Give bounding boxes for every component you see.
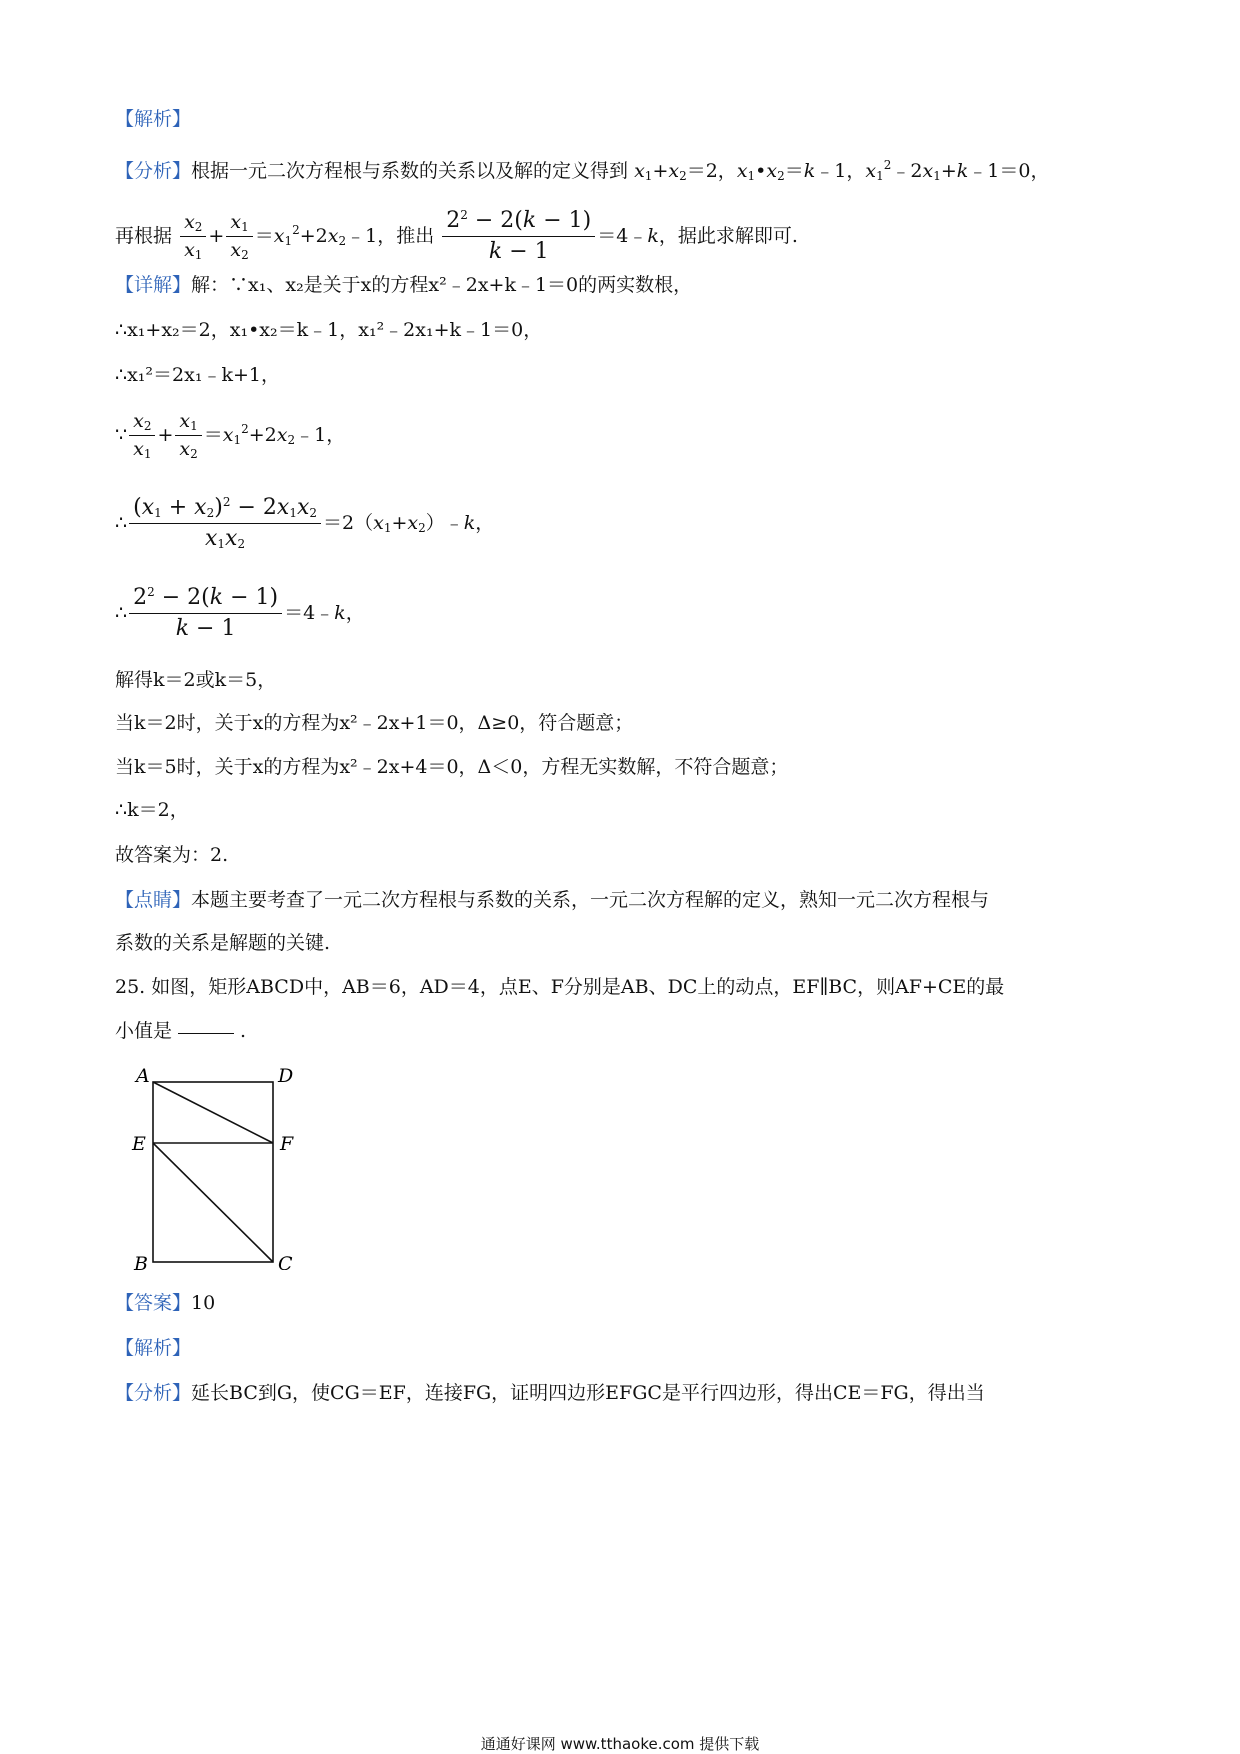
analysis-text-2: 延长BC到G，使CG＝EF，连接FG，证明四边形EFGC是平行四边形，得出CE＝FG，得出当: [191, 1382, 985, 1404]
question-25-line-1: 25. 如图，矩形ABCD中，AB＝6，AD＝4，点E、F分别是AB、DC上的动点，EF∥BC，则AF+CE的最: [115, 976, 1005, 998]
label-b: B: [134, 1253, 148, 1270]
fraction-x2-over-x1: $\frac{x_2}{x_1}$: [180, 211, 206, 263]
step-c: ∵ $\frac{x_2}{x_1}$ + $\frac{x_1}{x_2}$ $=x_1^2+2x_2﹣1$，: [115, 410, 346, 462]
detail-text: 解：∵x₁、x₂是关于x的方程x²﹣2x+k﹣1＝0的两实数根，: [191, 274, 693, 296]
comment-paragraph: [115, 885, 989, 912]
step-b: ∴x₁²＝2x₁﹣k+1，: [115, 364, 280, 386]
comment-text-1: 本题主要考查了一元二次方程根与系数的关系，一元二次方程解的定义，熟知一元二次方程根与: [191, 889, 990, 911]
fraction-x1-over-x2-b: $\frac{x_1}{x_2}$: [175, 410, 201, 462]
analysis-tag: 【分析】: [115, 160, 192, 182]
answer-line: 故答案为：2.: [115, 844, 229, 866]
solve-k: 解得k＝2或k＝5，: [115, 669, 277, 691]
label-a: A: [136, 1065, 150, 1087]
rectangle-abcd: [153, 1082, 273, 1262]
page-footer: 通通好课网 www.tthaoke.com 提供下载: [480, 1735, 760, 1753]
fraction-k-expression-b: $\frac{2^2 - 2(k - 1)}{k - 1}$: [129, 585, 282, 643]
step-a: ∴x₁+x₂＝2，x₁•x₂＝k﹣1，x₁²﹣2x₁+k﹣1＝0，: [115, 319, 543, 341]
question-25-line-2: [115, 1016, 246, 1043]
case-k5: 当k＝5时，关于x的方程为x²﹣2x+4＝0，Δ＜0，方程无实数解，不符合题意；: [115, 756, 789, 778]
conclude-k: ∴k＝2，: [115, 799, 189, 821]
label-d: D: [278, 1065, 294, 1087]
answer-value: 10: [191, 1292, 216, 1314]
question-25-text: 小值是: [115, 1020, 173, 1042]
fraction-x1-over-x2: $\frac{x_1}{x_2}$: [226, 211, 252, 263]
analysis-paragraph-3: [115, 1378, 985, 1405]
segment-af: [153, 1082, 273, 1143]
label-e: E: [132, 1133, 146, 1155]
answer-paragraph: [115, 1288, 215, 1315]
text-tuichu: ，推出: [377, 224, 435, 247]
label-c: C: [278, 1253, 293, 1270]
answer-tag: 【答案】: [115, 1292, 192, 1314]
detail-paragraph: [115, 270, 692, 297]
fraction-x2-over-x1-b: $\frac{x_2}{x_1}$: [129, 410, 155, 462]
case-k2: 当k＝2时，关于x的方程为x²﹣2x+1＝0，Δ≥0，符合题意；: [115, 712, 634, 734]
analysis-paragraph-2: 再根据 $\frac{x_2}{x_1}$ + $\frac{x_1}{x_2}$ $=x_1^2+2x_2﹣1$，推出 $\frac{2^2 - 2(k - 1)}{k - 1}$ ＝4﹣k，据此求解即可.: [115, 208, 798, 265]
rectangle-figure: [120, 1060, 320, 1270]
analysis-paragraph-1: 【分析】根据一元二次方程根与系数的关系以及解的定义得到 $x_1+x_2=2$，$x_1•x_2=k﹣1$，$x_1^2﹣2x_1+k﹣1=0$，: [115, 158, 1050, 183]
analysis-text: 根据一元二次方程根与系数的关系以及解的定义得到: [191, 160, 629, 182]
question-25-end: .: [240, 1020, 247, 1042]
detail-tag: 【详解】: [115, 274, 192, 296]
label-f: F: [280, 1133, 294, 1155]
segment-ec: [153, 1143, 273, 1262]
comment-tag: 【点睛】: [115, 889, 192, 911]
fraction-sum-expression: $\frac{(x_1 + x_2)^2 - 2x_1x_2}{x_1x_2}$: [129, 495, 321, 553]
step-e: ∴ $\frac{2^2 - 2(k - 1)}{k - 1}$ ＝4﹣k，: [115, 585, 365, 642]
answer-blank: [178, 1033, 234, 1034]
section-heading-analysis: 【解析】: [115, 108, 192, 130]
fraction-k-expression: $\frac{2^2 - 2(k - 1)}{k - 1}$: [442, 208, 595, 266]
text-zaigenju: 再根据: [115, 224, 173, 247]
text-end: ，据此求解即可.: [658, 224, 798, 247]
section-heading-analysis-2: 【解析】: [115, 1337, 192, 1359]
step-d: ∴ $\frac{(x_1 + x_2)^2 - 2x_1x_2}{x_1x_2}$ $=2(x_1+x_2)﹣k$，: [115, 495, 495, 552]
analysis-tag-2: 【分析】: [115, 1382, 192, 1404]
comment-text-2: 系数的关系是解题的关键.: [115, 932, 331, 954]
